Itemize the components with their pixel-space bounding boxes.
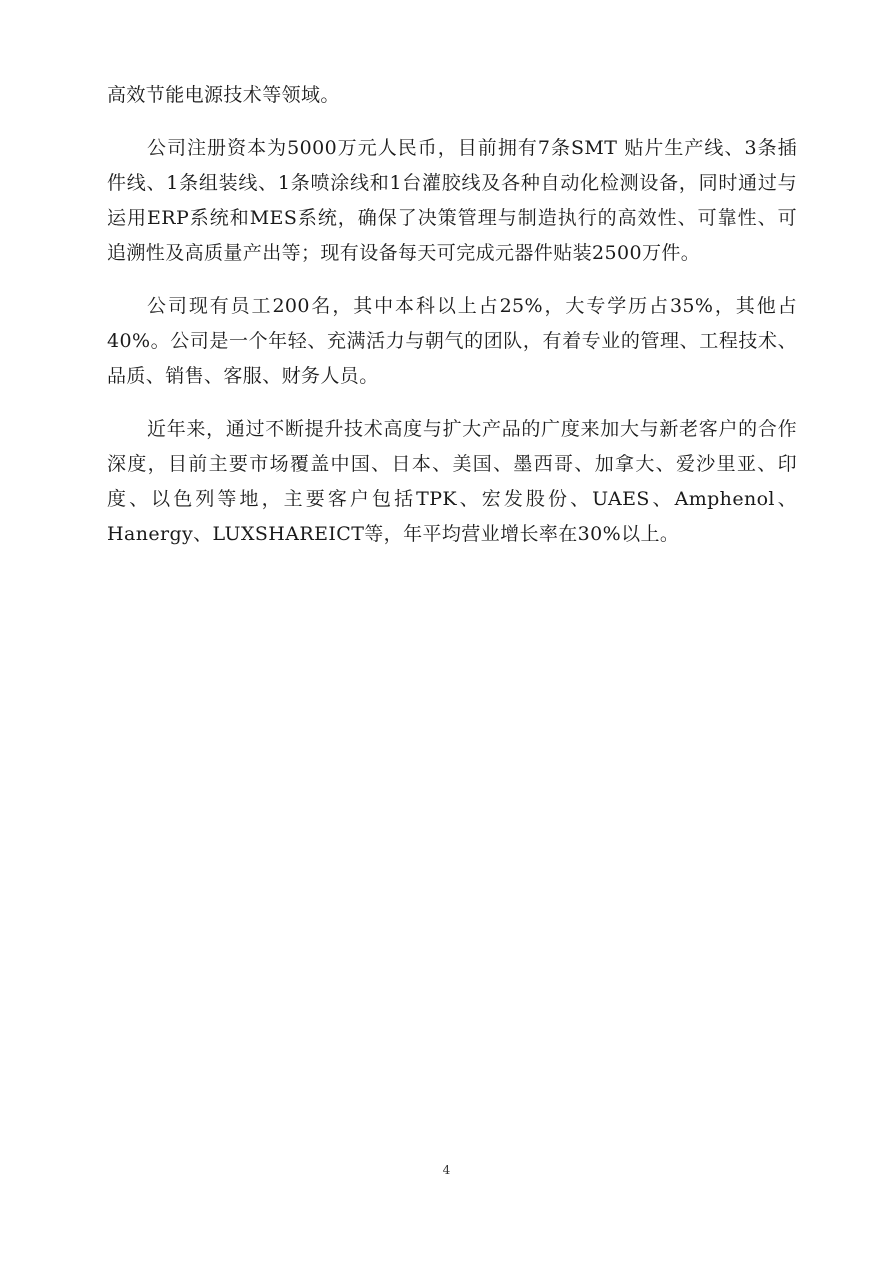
paragraph-continuation: 高效节能电源技术等领域。 [107, 84, 340, 106]
page-number: 4 [442, 1163, 451, 1177]
paragraph-registered-capital: 公司注册资本为5000万元人民币，目前拥有7条SMT 贴片生产线、3条插件线、1条组装线、1条喷涂线和1台灌胶线及各种自动化检测设备，同时通过与运用ERP系统和MES系统，确保了决策管理与制造执行的高效性、可靠性、可追溯性及高质量产出等；现有设备每天可完成元器件贴装2500万件。 [107, 137, 797, 264]
paragraph-employees: 公司现有员工200名，其中本科以上占25%，大专学历占35%，其他占40%。公司是一个年轻、充满活力与朝气的团队，有着专业的管理、工程技术、品质、销售、客服、财务人员。 [107, 295, 797, 387]
paragraph-markets-customers: 近年来，通过不断提升技术高度与扩大产品的广度来加大与新老客户的合作深度，目前主要市场覆盖中国、日本、美国、墨西哥、加拿大、爱沙里亚、印度、以色列等地，主要客户包括TPK、宏发股份、UAES、Amphenol、Hanergy、LUXSHAREICT等，年平均营业增长率在30%以上。 [107, 418, 797, 545]
body-text [107, 78, 797, 570]
